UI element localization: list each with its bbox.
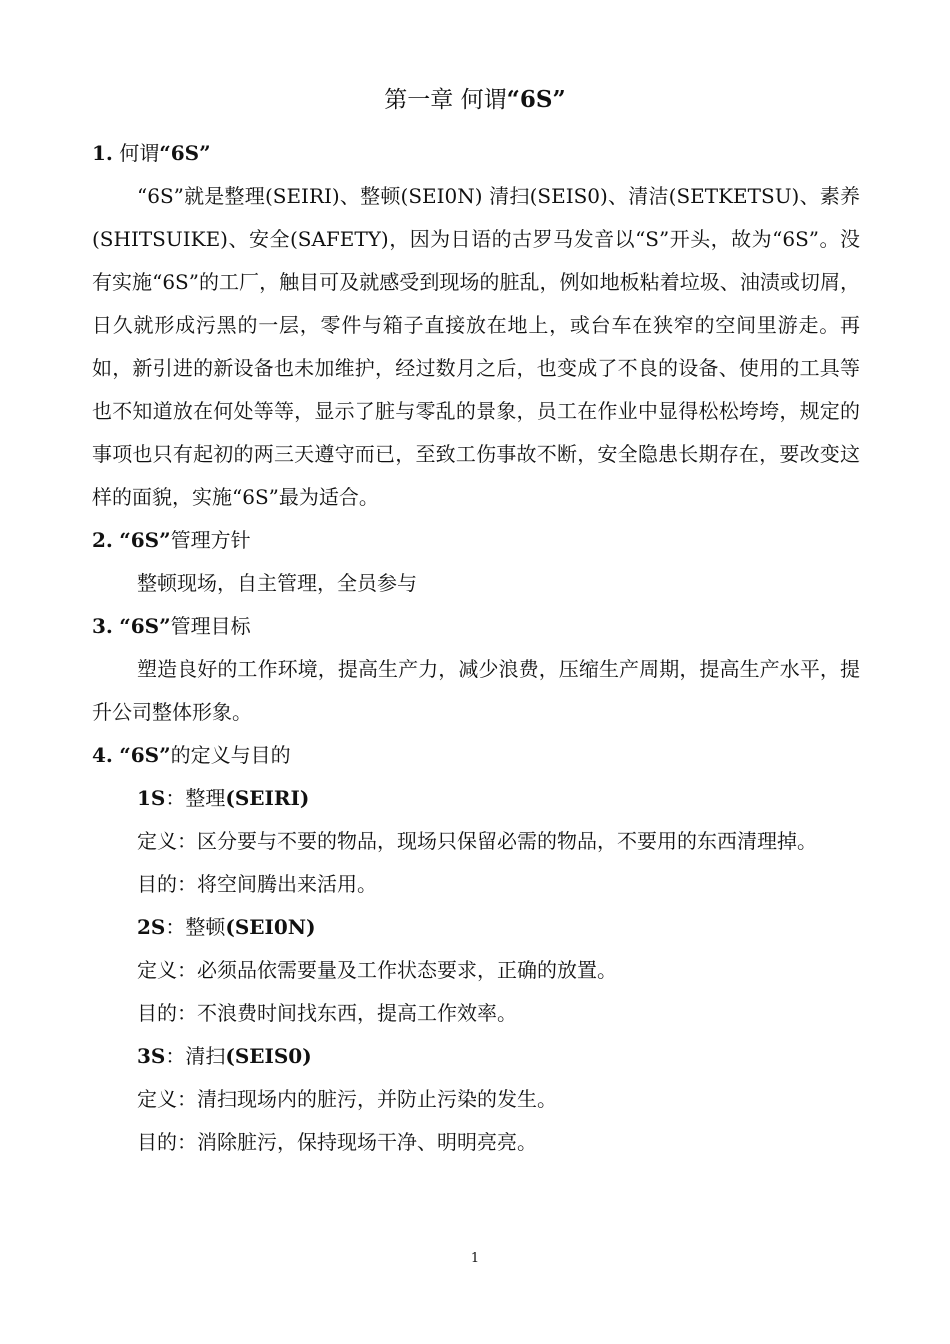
section-label: 管理方针 bbox=[170, 528, 251, 552]
section-label: 的定义与目的 bbox=[170, 743, 291, 767]
item-1s-definition: 定义：区分要与不要的物品，现场只保留必需的物品，不要用的东西清理掉。 bbox=[137, 829, 817, 853]
item-2s-purpose: 目的：不浪费时间找东西，提高工作效率。 bbox=[137, 1001, 517, 1025]
section-label-bold: “6S” bbox=[159, 141, 211, 165]
chapter-title bbox=[0, 82, 950, 118]
item-sep: ：整理 bbox=[165, 786, 226, 810]
section-number: 1. bbox=[92, 141, 113, 165]
chapter-title-text: 第一章 何谓 bbox=[384, 87, 507, 113]
document-body bbox=[92, 132, 860, 1164]
item-sep: ：清扫 bbox=[165, 1044, 226, 1068]
section-number: 4. bbox=[92, 743, 113, 767]
item-code: 2S bbox=[137, 915, 166, 939]
section-label: 何谓 bbox=[119, 141, 160, 165]
item-name: (SEIS0) bbox=[225, 1044, 312, 1068]
chapter-title-6s: “6S” bbox=[506, 86, 566, 113]
section-number: 3. bbox=[92, 614, 113, 638]
section-2-heading bbox=[92, 519, 860, 562]
item-1s-heading bbox=[92, 777, 860, 820]
item-3s-heading bbox=[92, 1035, 860, 1078]
section-3-heading bbox=[92, 605, 860, 648]
section-4-heading bbox=[92, 734, 860, 777]
section-label-bold: “6S” bbox=[119, 743, 171, 767]
section-3-paragraph: 塑造良好的工作环境，提高生产力，减少浪费，压缩生产周期，提高生产水平，提升公司整体形象。 bbox=[92, 657, 860, 724]
section-1-paragraph: “6S”就是整理(SEIRI)、整顿(SEI0N) 清扫(SEIS0)、清洁(SETKETSU)、素养(SHITSUIKE)、安全(SAFETY)，因为日语的古罗马发音以“S”开头，故为“6S”。没有实施“6S”的工厂，触目可及就感受到现场的脏乱，例如地板粘着垃圾、油渍或切屑，日久就形成污黑的一层，零件与箱子直接放在地上，或台车在狭窄的空间里游走。再如，新引进的新设备也未加维护，经过数月之后，也变成了不良的设备、使用的工具等也不知道放在何处等等，显示了脏与零乱的景象，员工在作业中显得松松垮垮，规定的事项也只有起初的两三天遵守而已，至致工伤事故不断，安全隐患长期存在，要改变这样的面貌，实施“6S”最为适合。 bbox=[92, 184, 860, 509]
section-label-bold: “6S” bbox=[119, 614, 171, 638]
section-2-paragraph: 整顿现场，自主管理，全员参与 bbox=[137, 571, 417, 595]
section-label-bold: “6S” bbox=[119, 528, 171, 552]
item-name: (SEI0N) bbox=[225, 915, 316, 939]
item-1s-purpose: 目的：将空间腾出来活用。 bbox=[137, 872, 377, 896]
item-code: 1S bbox=[137, 786, 166, 810]
section-1-heading bbox=[92, 132, 860, 175]
item-2s-heading bbox=[92, 906, 860, 949]
item-3s-purpose: 目的：消除脏污，保持现场干净、明明亮亮。 bbox=[137, 1130, 537, 1154]
item-3s-definition: 定义：清扫现场内的脏污，并防止污染的发生。 bbox=[137, 1087, 557, 1111]
section-label: 管理目标 bbox=[170, 614, 251, 638]
section-number: 2. bbox=[92, 528, 113, 552]
item-name: (SEIRI) bbox=[225, 786, 310, 810]
item-2s-definition: 定义：必须品依需要量及工作状态要求，正确的放置。 bbox=[137, 958, 617, 982]
page-number: 1 bbox=[470, 1251, 480, 1266]
item-sep: ：整顿 bbox=[165, 915, 226, 939]
item-code: 3S bbox=[137, 1044, 166, 1068]
